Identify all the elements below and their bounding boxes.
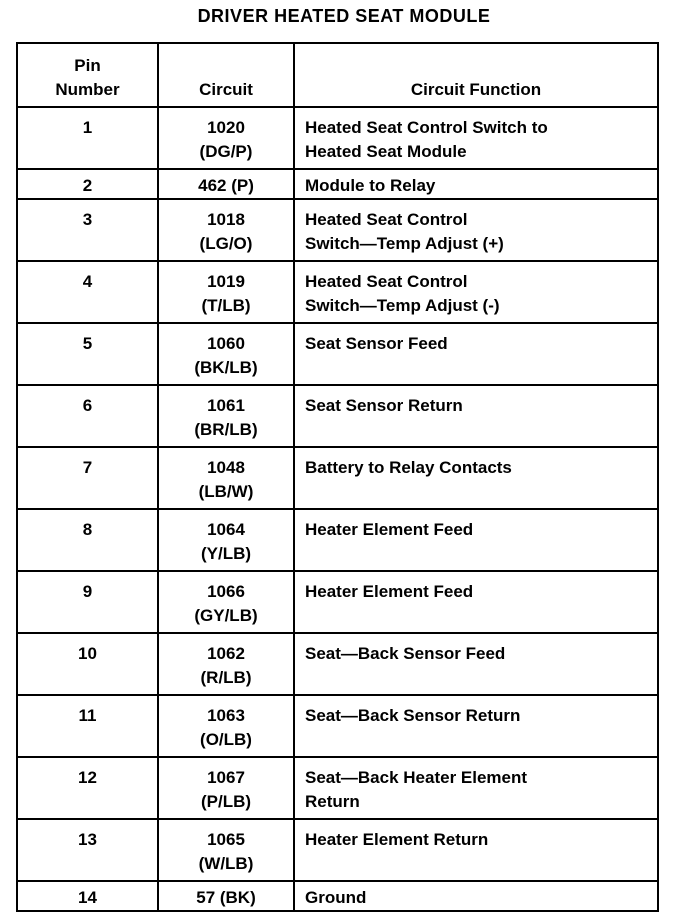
circuit-function-line: Seat Sensor Return (305, 396, 463, 415)
circuit-line: (GY/LB) (194, 606, 258, 625)
circuit-function-cell (294, 261, 658, 323)
circuit-cell (158, 881, 294, 911)
pin-number-cell: 14 (17, 881, 158, 911)
circuit-function-cell (294, 881, 658, 911)
circuit-function-header: Circuit Function (294, 43, 658, 107)
circuit-function-cell (294, 757, 658, 819)
circuit-function-line: Heated Seat Control Switch to (305, 118, 548, 137)
circuit-function-line: Seat—Back Heater Element (305, 768, 528, 787)
circuit-line: (R/LB) (200, 668, 252, 687)
circuit-function-cell (294, 169, 658, 199)
page-title: DRIVER HEATED SEAT MODULE (197, 6, 491, 26)
table-row (17, 261, 658, 323)
circuit-function-line: Seat—Back Sensor Return (305, 706, 521, 725)
circuit-line: (P/LB) (200, 792, 252, 811)
circuit-line: (T/LB) (201, 296, 251, 315)
circuit-function-line: Battery to Relay Contacts (305, 458, 512, 477)
circuit-function-line: Heater Element Feed (305, 582, 474, 601)
circuit-function-line: Return (305, 792, 360, 811)
table-body (17, 107, 658, 911)
circuit-function-line: Heated Seat Module (305, 142, 467, 161)
circuit-function-line: Ground (305, 888, 367, 907)
circuit-line: (BR/LB) (194, 420, 258, 439)
table-row (17, 447, 658, 509)
table-row (17, 509, 658, 571)
circuit-header: Circuit (158, 43, 294, 107)
circuit-function-cell (294, 819, 658, 881)
circuit-cell (158, 447, 294, 509)
circuit-cell (158, 633, 294, 695)
circuit-line: (DG/P) (199, 142, 253, 161)
circuit-line: 1066 (207, 582, 245, 601)
pin-number-cell: 8 (17, 509, 158, 571)
pin-number-cell: 4 (17, 261, 158, 323)
circuit-line: (LG/O) (199, 234, 253, 253)
pin-number-cell: 5 (17, 323, 158, 385)
circuit-function-line: Heated Seat Control (305, 210, 468, 229)
circuit-function-cell (294, 695, 658, 757)
pin-number-cell: 2 (17, 169, 158, 199)
table-row (17, 695, 658, 757)
circuit-function-line: Switch—Temp Adjust (+) (305, 234, 504, 253)
circuit-line: (Y/LB) (200, 544, 252, 563)
circuit-line: 1061 (207, 396, 245, 415)
circuit-cell (158, 695, 294, 757)
circuit-function-cell (294, 323, 658, 385)
pin-number-cell: 9 (17, 571, 158, 633)
circuit-cell (158, 385, 294, 447)
circuit-cell (158, 169, 294, 199)
circuit-cell (158, 199, 294, 261)
circuit-function-line: Seat Sensor Feed (305, 334, 448, 353)
table-row (17, 107, 658, 169)
circuit-function-cell (294, 107, 658, 169)
circuit-function-cell (294, 199, 658, 261)
circuit-line: 1067 (207, 768, 245, 787)
circuit-function-cell (294, 509, 658, 571)
pin-number-cell: 11 (17, 695, 158, 757)
pin-number-cell: 1 (17, 107, 158, 169)
circuit-line: 1060 (207, 334, 245, 353)
circuit-function-line: Heater Element Feed (305, 520, 474, 539)
circuit-function-cell (294, 633, 658, 695)
pin-number-cell: 7 (17, 447, 158, 509)
circuit-cell (158, 107, 294, 169)
circuit-line: (O/LB) (200, 730, 252, 749)
circuit-function-line: Seat—Back Sensor Feed (305, 644, 506, 663)
circuit-function-cell (294, 571, 658, 633)
pin-number-cell: 6 (17, 385, 158, 447)
circuit-function-line: Heated Seat Control (305, 272, 468, 291)
circuit-line: (W/LB) (198, 854, 254, 873)
circuit-function-line: Heater Element Return (305, 830, 489, 849)
pin-number-header-line: Pin (74, 56, 101, 75)
circuit-function-line: Switch—Temp Adjust (-) (305, 296, 500, 315)
table-header-row (17, 43, 658, 107)
pin-table (16, 42, 659, 912)
circuit-line: 57 (BK) (196, 888, 256, 907)
table-row (17, 385, 658, 447)
circuit-line: 1064 (207, 520, 245, 539)
table-row (17, 881, 658, 911)
circuit-cell (158, 571, 294, 633)
table-row (17, 199, 658, 261)
circuit-line: 1063 (207, 706, 245, 725)
circuit-function-cell (294, 385, 658, 447)
circuit-function-cell (294, 447, 658, 509)
circuit-line: 1020 (207, 118, 245, 137)
table-row (17, 757, 658, 819)
table-row (17, 323, 658, 385)
pin-number-cell: 3 (17, 199, 158, 261)
pin-number-cell: 10 (17, 633, 158, 695)
circuit-cell (158, 819, 294, 881)
table-row (17, 819, 658, 881)
circuit-function-line: Module to Relay (305, 176, 436, 195)
table-row (17, 169, 658, 199)
circuit-line: 1065 (207, 830, 245, 849)
circuit-line: 462 (P) (198, 176, 254, 195)
circuit-cell (158, 757, 294, 819)
circuit-cell (158, 261, 294, 323)
circuit-line: 1018 (207, 210, 245, 229)
pin-number-header-line: Number (55, 80, 120, 99)
pin-number-cell: 12 (17, 757, 158, 819)
circuit-cell (158, 323, 294, 385)
table-row (17, 571, 658, 633)
circuit-line: 1019 (207, 272, 245, 291)
circuit-cell (158, 509, 294, 571)
pin-number-header (17, 43, 158, 107)
circuit-line: 1048 (207, 458, 245, 477)
table-row (17, 633, 658, 695)
circuit-line: (BK/LB) (194, 358, 258, 377)
pin-number-cell: 13 (17, 819, 158, 881)
circuit-line: 1062 (207, 644, 245, 663)
circuit-line: (LB/W) (198, 482, 254, 501)
